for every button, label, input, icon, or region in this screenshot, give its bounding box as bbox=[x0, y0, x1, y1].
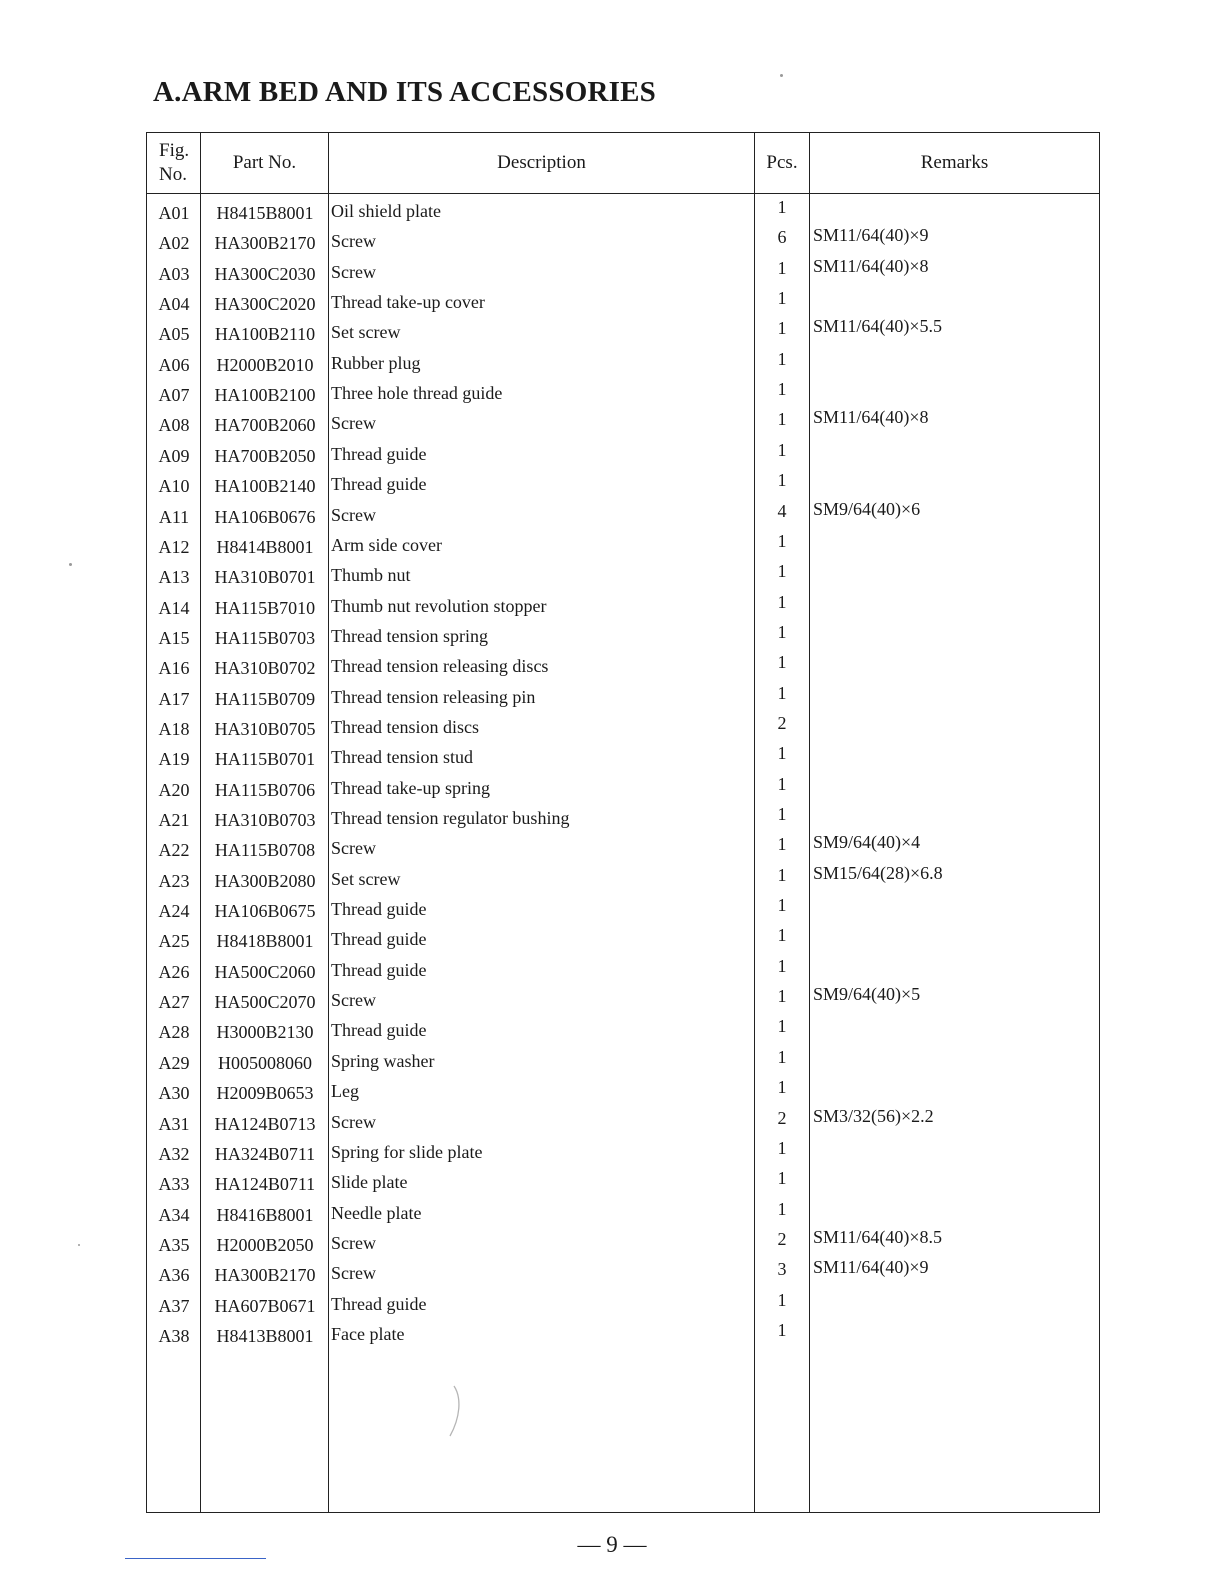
description-cell: Set screw bbox=[331, 868, 401, 889]
remarks-cell: SM15/64(28)×6.8 bbox=[813, 862, 943, 883]
part-no-cell: HA115B0708 bbox=[214, 840, 316, 861]
table-row bbox=[147, 804, 1099, 838]
pcs-cell: 1 bbox=[777, 1016, 787, 1037]
table-row bbox=[147, 712, 1099, 747]
description-cell: Arm side cover bbox=[331, 534, 442, 555]
pcs-cell: 1 bbox=[777, 318, 787, 339]
remarks-cell: SM11/64(40)×8 bbox=[813, 407, 929, 428]
part-no-cell: H3000B2130 bbox=[216, 1022, 314, 1043]
fig-no-cell: A28 bbox=[158, 1022, 190, 1043]
part-no-cell: H8413B8001 bbox=[216, 1325, 314, 1346]
part-no-cell: HA115B0706 bbox=[214, 779, 316, 800]
pcs-cell: 1 bbox=[777, 682, 787, 703]
pcs-cell: 1 bbox=[777, 1137, 787, 1158]
fig-no-cell: A37 bbox=[158, 1295, 190, 1316]
fig-no-cell: A17 bbox=[158, 688, 190, 709]
description-cell: Thread take-up cover bbox=[331, 292, 485, 313]
part-no-cell: H005008060 bbox=[218, 1052, 312, 1073]
description-cell: Screw bbox=[331, 504, 376, 525]
table-row bbox=[147, 1077, 1099, 1111]
table-row bbox=[147, 773, 1099, 808]
part-no-cell: HA115B0701 bbox=[214, 749, 316, 770]
description-cell: Leg bbox=[331, 1081, 359, 1102]
scan-speck bbox=[780, 74, 783, 77]
page-title: A.ARM BED AND ITS ACCESSORIES bbox=[153, 76, 656, 108]
table-row bbox=[147, 984, 1099, 1020]
description-cell: Screw bbox=[331, 1263, 376, 1284]
table-row bbox=[147, 407, 1099, 443]
table-row bbox=[147, 1198, 1099, 1233]
fig-no-cell: A26 bbox=[158, 961, 190, 982]
pcs-cell: 1 bbox=[777, 895, 787, 916]
part-no-cell: HA700B2060 bbox=[214, 415, 316, 436]
description-cell: Thread tension discs bbox=[331, 716, 479, 737]
remarks-cell: SM11/64(40)×8.5 bbox=[813, 1226, 942, 1247]
part-no-cell: HA300C2030 bbox=[214, 263, 316, 284]
header-description: Description bbox=[497, 152, 586, 173]
fig-no-cell: A35 bbox=[158, 1234, 190, 1255]
description-cell: Screw bbox=[331, 1111, 376, 1132]
fig-no-cell: A25 bbox=[158, 931, 190, 952]
description-cell: Needle plate bbox=[331, 1202, 422, 1223]
table-row bbox=[147, 895, 1099, 929]
fig-no-cell: A19 bbox=[158, 749, 190, 770]
description-cell: Screw bbox=[331, 838, 376, 859]
remarks-cell: SM11/64(40)×9 bbox=[813, 1257, 929, 1278]
table-row bbox=[147, 862, 1099, 899]
remarks-cell: SM9/64(40)×4 bbox=[813, 832, 921, 853]
part-no-cell: H2000B2050 bbox=[216, 1234, 314, 1255]
description-cell: Spring washer bbox=[331, 1050, 435, 1071]
table-row bbox=[147, 498, 1099, 535]
description-cell: Screw bbox=[331, 413, 376, 434]
fig-no-cell: A31 bbox=[158, 1113, 190, 1134]
description-cell: Oil shield plate bbox=[331, 201, 441, 221]
part-no-cell: HA115B0709 bbox=[214, 688, 316, 709]
fig-no-cell: A16 bbox=[158, 658, 190, 679]
fig-no-cell: A09 bbox=[158, 445, 190, 466]
description-cell: Thread tension releasing discs bbox=[331, 656, 549, 677]
part-no-cell: HA100B2100 bbox=[214, 385, 316, 406]
pcs-cell: 6 bbox=[777, 227, 787, 248]
description-cell: Thread tension stud bbox=[331, 747, 473, 768]
remarks-cell: SM11/64(40)×9 bbox=[813, 225, 929, 246]
fig-no-cell: A34 bbox=[158, 1204, 190, 1225]
fig-no-cell: A21 bbox=[158, 810, 190, 830]
fig-no-cell: A03 bbox=[158, 263, 190, 284]
fig-no-cell: A07 bbox=[158, 385, 190, 406]
table-row bbox=[147, 1319, 1099, 1354]
description-cell: Thumb nut revolution stopper bbox=[331, 595, 547, 616]
pcs-cell: 1 bbox=[777, 1168, 787, 1189]
part-no-cell: HA310B0705 bbox=[214, 718, 316, 739]
table-row bbox=[147, 1016, 1099, 1050]
fig-no-cell: A20 bbox=[158, 779, 190, 800]
description-cell: Screw bbox=[331, 231, 376, 252]
description-cell: Thumb nut bbox=[331, 565, 411, 586]
pcs-cell: 1 bbox=[777, 743, 787, 764]
description-cell: Thread guide bbox=[331, 929, 427, 950]
description-cell: Thread guide bbox=[331, 474, 427, 495]
pcs-cell: 1 bbox=[777, 986, 787, 1007]
fig-no-cell: A24 bbox=[158, 901, 190, 922]
part-no-cell: HA106B0675 bbox=[214, 901, 316, 922]
pcs-cell: 4 bbox=[777, 500, 787, 521]
fig-no-cell: A15 bbox=[158, 627, 190, 648]
part-no-cell: HA607B0671 bbox=[214, 1295, 316, 1316]
table-row bbox=[147, 1289, 1099, 1324]
part-no-cell: HA124B0711 bbox=[214, 1174, 316, 1195]
header-divider bbox=[147, 193, 1099, 194]
description-cell: Set screw bbox=[331, 322, 401, 343]
pcs-cell: 1 bbox=[777, 439, 787, 460]
fig-no-cell: A30 bbox=[158, 1083, 190, 1104]
fig-no-cell: A08 bbox=[158, 415, 190, 436]
remarks-cell: SM9/64(40)×5 bbox=[813, 984, 921, 1005]
pcs-cell: 1 bbox=[777, 1077, 787, 1098]
table-row bbox=[147, 439, 1099, 474]
table-row bbox=[147, 1046, 1099, 1081]
pcs-cell: 1 bbox=[777, 1289, 787, 1310]
table-row bbox=[147, 348, 1099, 383]
part-no-cell: HA300B2080 bbox=[214, 870, 316, 891]
part-no-cell: H2009B0653 bbox=[216, 1083, 314, 1104]
pcs-cell: 2 bbox=[777, 1107, 787, 1128]
table-row bbox=[147, 621, 1099, 656]
part-no-cell: HA310B0703 bbox=[214, 810, 316, 830]
fig-no-cell: A36 bbox=[158, 1265, 190, 1286]
header-fig-no-label: Fig. No. bbox=[159, 140, 190, 185]
fig-no-cell: A11 bbox=[158, 506, 190, 527]
fig-no-cell: A05 bbox=[158, 324, 190, 345]
table-row bbox=[147, 288, 1099, 322]
pcs-cell: 1 bbox=[777, 864, 787, 885]
description-cell: Thread guide bbox=[331, 1020, 427, 1041]
pcs-cell: 1 bbox=[777, 925, 787, 946]
part-no-cell: HA300B2170 bbox=[214, 1265, 316, 1286]
table-row bbox=[147, 925, 1099, 959]
part-no-cell: H8415B8001 bbox=[216, 203, 314, 223]
table-row bbox=[147, 225, 1099, 261]
description-cell: Thread tension spring bbox=[331, 625, 488, 646]
description-cell: Thread guide bbox=[331, 443, 427, 464]
part-no-cell: H8418B8001 bbox=[216, 931, 314, 952]
part-no-cell: H8416B8001 bbox=[216, 1204, 314, 1225]
description-cell: Screw bbox=[331, 1232, 376, 1253]
pcs-cell: 3 bbox=[777, 1259, 787, 1280]
table-row bbox=[147, 1257, 1099, 1293]
fig-no-cell: A04 bbox=[158, 294, 190, 315]
fig-no-cell: A10 bbox=[158, 476, 190, 497]
part-no-cell: HA700B2050 bbox=[214, 445, 316, 466]
description-cell: Face plate bbox=[331, 1323, 405, 1344]
part-no-cell: HA115B7010 bbox=[214, 597, 316, 618]
part-no-cell: HA310B0701 bbox=[214, 567, 316, 588]
table-row bbox=[147, 379, 1099, 413]
part-no-cell: HA100B2140 bbox=[214, 476, 316, 497]
fig-no-cell: A22 bbox=[158, 840, 190, 861]
fig-no-cell: A38 bbox=[158, 1325, 190, 1346]
pcs-cell: 1 bbox=[777, 257, 787, 278]
fig-no-cell: A13 bbox=[158, 567, 190, 588]
remarks-cell: SM9/64(40)×6 bbox=[813, 498, 921, 519]
fig-no-cell: A06 bbox=[158, 354, 190, 375]
table-row bbox=[147, 470, 1099, 504]
pcs-cell: 1 bbox=[777, 530, 787, 551]
fig-no-cell: A29 bbox=[158, 1052, 190, 1073]
pcs-cell: 2 bbox=[777, 712, 787, 733]
table-row bbox=[147, 1137, 1099, 1172]
page-number: — 9 — bbox=[577, 1532, 647, 1557]
part-no-cell: HA500C2060 bbox=[214, 961, 316, 982]
parts-table bbox=[146, 132, 1100, 1513]
pcs-cell: 1 bbox=[777, 955, 787, 976]
fig-no-cell: A18 bbox=[158, 718, 190, 739]
part-no-cell: HA500C2070 bbox=[214, 992, 316, 1013]
header-pcs: Pcs. bbox=[766, 152, 798, 173]
pcs-cell: 1 bbox=[777, 288, 787, 309]
table-row bbox=[147, 530, 1099, 565]
description-cell: Thread guide bbox=[331, 1293, 427, 1314]
pcs-cell: 1 bbox=[777, 197, 787, 217]
part-no-cell: HA106B0676 bbox=[214, 506, 316, 527]
fig-no-cell: A33 bbox=[158, 1174, 190, 1195]
description-cell: Screw bbox=[331, 261, 376, 282]
pcs-cell: 2 bbox=[777, 1228, 787, 1249]
header-remarks: Remarks bbox=[920, 152, 989, 173]
description-cell: Thread guide bbox=[331, 959, 427, 980]
pcs-cell: 1 bbox=[777, 1198, 787, 1219]
part-no-cell: HA310B0702 bbox=[214, 658, 316, 679]
pcs-cell: 1 bbox=[777, 591, 787, 612]
part-no-cell: HA300B2170 bbox=[214, 233, 316, 254]
fig-no-cell: A12 bbox=[158, 536, 190, 557]
remarks-cell: SM11/64(40)×5.5 bbox=[813, 316, 942, 337]
fig-no-cell: A02 bbox=[158, 233, 190, 254]
table-row bbox=[147, 652, 1099, 686]
description-cell: Three hole thread guide bbox=[331, 383, 503, 404]
pcs-cell: 1 bbox=[777, 621, 787, 642]
pen-stroke-mark bbox=[448, 1384, 468, 1444]
table-row bbox=[147, 955, 1099, 990]
pcs-cell: 1 bbox=[777, 773, 787, 794]
fig-no-cell: A01 bbox=[158, 203, 190, 223]
table-row bbox=[147, 1226, 1099, 1263]
header-part-no: Part No. bbox=[232, 152, 297, 173]
scan-speck bbox=[69, 563, 72, 566]
part-no-cell: H2000B2010 bbox=[216, 354, 314, 375]
table-row bbox=[147, 832, 1099, 868]
pcs-cell: 1 bbox=[777, 470, 787, 491]
pcs-cell: 1 bbox=[777, 1046, 787, 1067]
table-row bbox=[147, 1168, 1099, 1202]
description-cell: Thread guide bbox=[331, 899, 427, 920]
pcs-cell: 1 bbox=[777, 409, 787, 430]
pcs-cell: 1 bbox=[777, 834, 787, 855]
part-no-cell: HA324B0711 bbox=[214, 1143, 316, 1164]
scan-speck bbox=[78, 1244, 80, 1246]
link-underline bbox=[125, 1558, 266, 1559]
fig-no-cell: A14 bbox=[158, 597, 190, 618]
description-cell: Screw bbox=[331, 990, 376, 1011]
pcs-cell: 1 bbox=[777, 804, 787, 824]
table-row bbox=[147, 743, 1099, 777]
pcs-cell: 1 bbox=[777, 652, 787, 673]
table-row bbox=[147, 316, 1099, 352]
description-cell: Slide plate bbox=[331, 1172, 408, 1193]
table-row bbox=[147, 255, 1099, 292]
part-no-cell: HA300C2020 bbox=[214, 294, 316, 315]
description-cell: Rubber plug bbox=[331, 352, 421, 373]
fig-no-cell: A32 bbox=[158, 1143, 190, 1164]
table-row bbox=[147, 591, 1099, 626]
description-cell: Thread take-up spring bbox=[331, 777, 490, 798]
pcs-cell: 1 bbox=[777, 348, 787, 369]
remarks-cell: SM11/64(40)×8 bbox=[813, 255, 929, 276]
pcs-cell: 1 bbox=[777, 1319, 787, 1340]
part-no-cell: HA124B0713 bbox=[214, 1113, 316, 1134]
part-no-cell: HA115B0703 bbox=[214, 627, 316, 648]
description-cell: Thread tension regulator bushing bbox=[331, 808, 570, 828]
table-row bbox=[147, 561, 1099, 595]
fig-no-cell: A27 bbox=[158, 992, 190, 1013]
pcs-cell: 1 bbox=[777, 379, 787, 400]
part-no-cell: H8414B8001 bbox=[216, 536, 314, 557]
part-no-cell: HA100B2110 bbox=[214, 324, 316, 345]
table-row bbox=[147, 682, 1099, 717]
fig-no-cell: A23 bbox=[158, 870, 190, 891]
table-row bbox=[147, 197, 1099, 231]
remarks-cell: SM3/32(56)×2.2 bbox=[813, 1105, 934, 1126]
table-row bbox=[147, 1105, 1099, 1142]
pcs-cell: 1 bbox=[777, 561, 787, 582]
description-cell: Spring for slide plate bbox=[331, 1141, 483, 1162]
description-cell: Thread tension releasing pin bbox=[331, 686, 536, 707]
